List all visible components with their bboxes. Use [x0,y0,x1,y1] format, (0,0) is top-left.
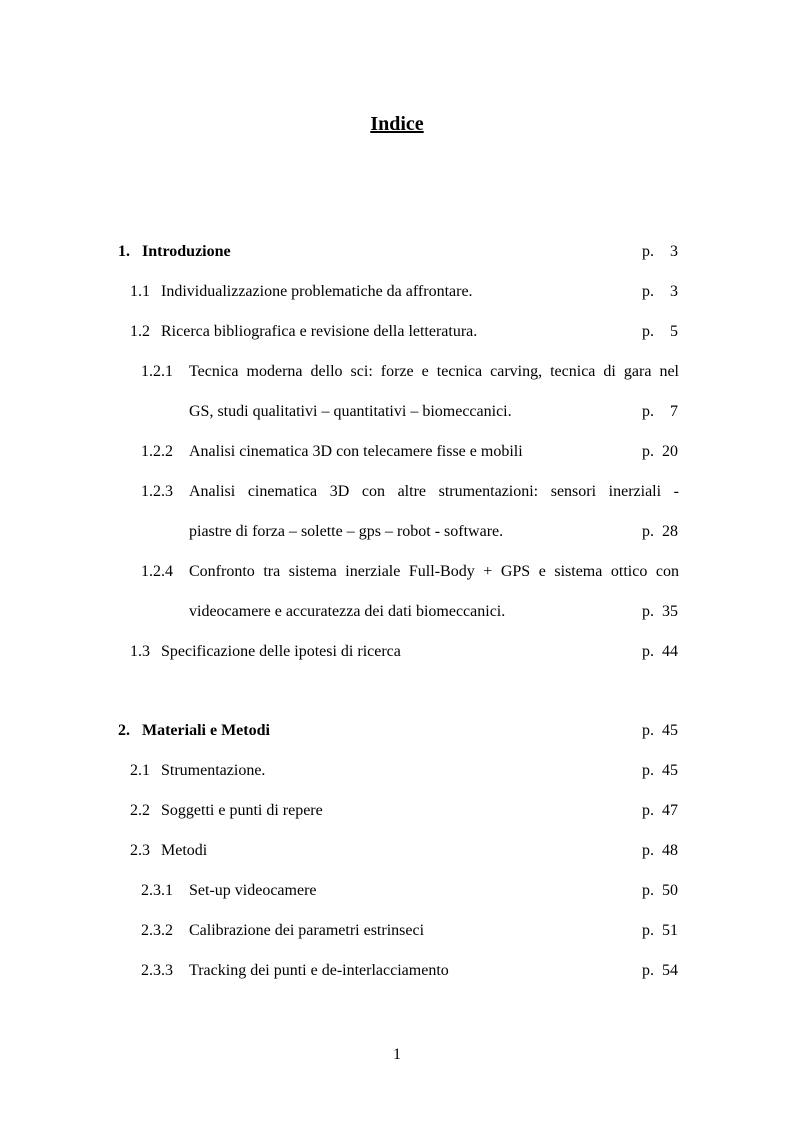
toc-entry-title: Ricerca bibliografica e revisione della letteratura. [161,323,478,340]
toc-entry-number: 1.2.3 [141,483,173,500]
toc-entry-title: Calibrazione dei parametri estrinseci [189,922,425,939]
toc-entry-title: Tracking dei punti e de-interlacciamento [189,962,449,979]
toc-entry-number: 1.1 [130,283,150,300]
toc-entry-title: piastre di forza – solette – gps – robot - software. [189,523,504,540]
toc-entry-title: Strumentazione. [161,762,266,779]
page-number: 1 [393,1046,401,1063]
toc-entry-title: videocamere e accuratezza dei dati biomeccanici. [189,603,506,620]
toc-entry-title: Specificazione delle ipotesi di ricerca [161,643,401,660]
toc-entry-number: 1.3 [130,643,150,660]
toc-entry-continuation: videocamere e accuratezza dei dati biomeccanici. p. 35 [0,600,794,624]
toc-entry-subsection [0,560,794,584]
toc-entry-section: 1.3 Specificazione delle ipotesi di ricerca p. 44 [0,640,794,664]
toc-entry-number: 2.1 [130,762,150,779]
toc-entry-chapter-1: 1. Introduzione p. 3 [0,240,794,264]
toc-entry-continuation: GS, studi qualitativi – quantitativi – biomeccanici. p. 7 [0,400,794,424]
toc-entry-number: 1. [118,243,130,260]
toc-entry-section: 2.1 Strumentazione. p. 45 [0,759,794,783]
toc-entry-subsection: 2.3.1 Set-up videocamere p. 50 [0,879,794,903]
toc-entry-number: 1.2.4 [141,563,173,580]
toc-entry-subsection: 2.3.2 Calibrazione dei parametri estrinseci p. 51 [0,919,794,943]
toc-entry-subsection [0,360,794,384]
toc-entry-subsection: 1.2.2 Analisi cinematica 3D con telecamere fisse e mobili p. 20 [0,440,794,464]
toc-entry-number: 1.2.2 [141,443,173,460]
toc-entry-title: Analisi cinematica 3D con telecamere fisse e mobili [189,443,523,460]
toc-entry-subsection: 2.3.3 Tracking dei punti e de-interlacciamento p. 54 [0,959,794,983]
toc-entry-number: 2.3.1 [141,882,173,899]
toc-entry-title: Set-up videocamere [189,882,317,899]
toc-entry-title: Introduzione [142,243,231,260]
toc-entry-title: Soggetti e punti di repere [161,802,323,819]
toc-entry-section: 1.1 Individualizzazione problematiche da affrontare. p. 3 [0,280,794,304]
toc-entry-number: 2.2 [130,802,150,819]
toc-entry-number: 2. [118,722,130,739]
toc-entry-number: 1.2.1 [141,363,173,380]
toc-entry-section: 1.2 Ricerca bibliografica e revisione della letteratura. p. 5 [0,320,794,344]
toc-entry-title: GS, studi qualitativi – quantitativi – biomeccanici. [189,403,512,420]
toc-entry-section: 2.3 Metodi p. 48 [0,839,794,863]
toc-entry-number: 1.2 [130,323,150,340]
toc-entry-title: Metodi [161,842,208,859]
toc-entry-title: Individualizzazione problematiche da affrontare. [161,283,473,300]
toc-entry-title: Analisi cinematica 3D con altre strumentazioni: sensori inerziali - [189,483,679,500]
toc-entry-chapter-2: 2. Materiali e Metodi p. 45 [0,719,794,743]
toc-entry-number: 2.3.3 [141,962,173,979]
toc-entry-title: Confronto tra sistema inerziale Full-Body + GPS e sistema ottico con [189,563,679,580]
toc-entry-continuation: piastre di forza – solette – gps – robot - software. p. 28 [0,520,794,544]
page-title: Indice [370,113,424,135]
toc-entry-title: Materiali e Metodi [142,722,270,739]
toc-entry-title: Tecnica moderna dello sci: forze e tecnica carving, tecnica di gara nel [189,363,679,380]
toc-entry-number: 2.3.2 [141,922,173,939]
toc-entry-subsection [0,480,794,504]
toc-entry-number: 2.3 [130,842,150,859]
toc-entry-section: 2.2 Soggetti e punti di repere p. 47 [0,799,794,823]
